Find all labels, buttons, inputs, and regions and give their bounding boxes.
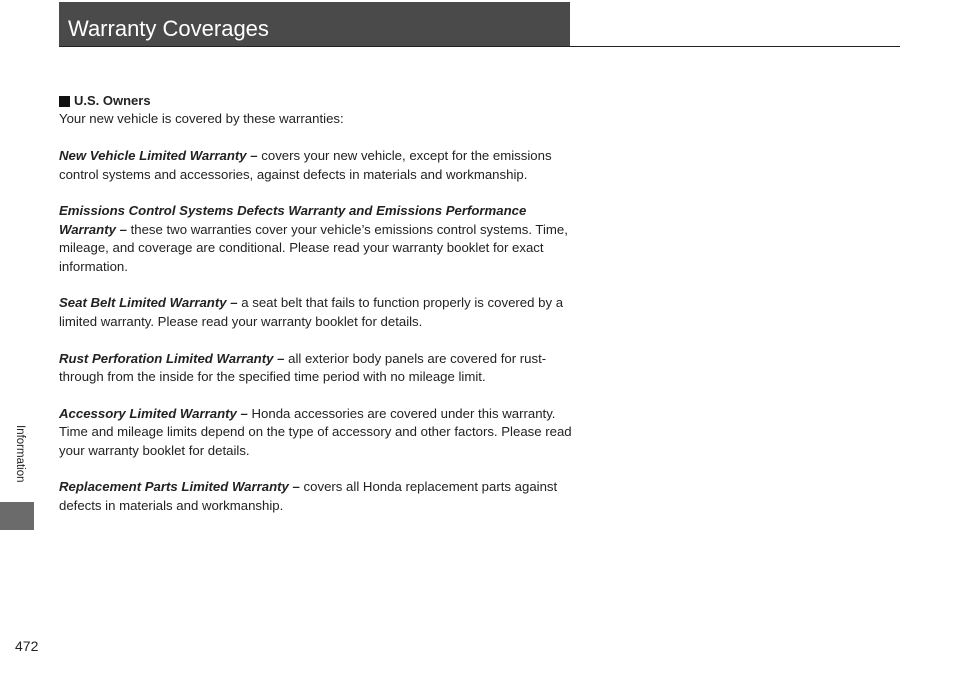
warranty-term: Seat Belt Limited Warranty – xyxy=(59,295,238,311)
page-number: 472 xyxy=(15,638,39,654)
warranty-term: Emissions Control Systems Defects Warranty and Emissions Performance Warranty – xyxy=(59,203,527,237)
warranty-paragraph xyxy=(59,147,574,184)
warranty-term: Replacement Parts Limited Warranty – xyxy=(59,479,300,495)
warranty-description: covers all Honda replacement parts against defects in materials and workmanship. xyxy=(59,479,558,513)
page-title: Warranty Coverages xyxy=(68,16,269,41)
warranty-paragraph xyxy=(59,405,574,460)
square-bullet-icon xyxy=(59,96,70,107)
section-side-label: Information xyxy=(14,425,26,483)
section-side-tab[interactable] xyxy=(0,502,34,530)
section-heading-label: U.S. Owners xyxy=(74,93,151,108)
warranty-paragraph xyxy=(59,294,574,331)
warranty-paragraph xyxy=(59,478,574,515)
warranty-paragraph xyxy=(59,350,574,387)
warranty-paragraph xyxy=(59,202,574,276)
section-heading xyxy=(59,92,574,110)
warranty-description: Honda accessories are covered under this warranty. Time and mileage limits depend on the type of accessory and other factors. Please read your warranty booklet for details. xyxy=(59,405,572,458)
header-rule xyxy=(59,46,900,47)
warranty-term: New Vehicle Limited Warranty – xyxy=(59,148,258,164)
warranty-term: Rust Perforation Limited Warranty – xyxy=(59,350,285,366)
intro-text: Your new vehicle is covered by these warranties: xyxy=(59,111,344,127)
warranty-description: all exterior body panels are covered for rust-through from the inside for the specified time period with no mileage limit. xyxy=(59,350,547,385)
content-area xyxy=(59,92,574,515)
header-bar xyxy=(59,2,570,46)
warranty-description: these two warranties cover your vehicle’s emissions control systems. Time, mileage, and coverage are conditional. Please read your warranty booklet for exact information. xyxy=(59,221,568,274)
warranty-description: covers your new vehicle, except for the emissions control systems and accessories, against defects in materials and workmanship. xyxy=(59,148,552,182)
warranty-description: a seat belt that fails to function properly is covered by a limited warranty. Please read your warranty booklet for details. xyxy=(59,295,564,329)
warranty-term: Accessory Limited Warranty – xyxy=(59,405,248,421)
